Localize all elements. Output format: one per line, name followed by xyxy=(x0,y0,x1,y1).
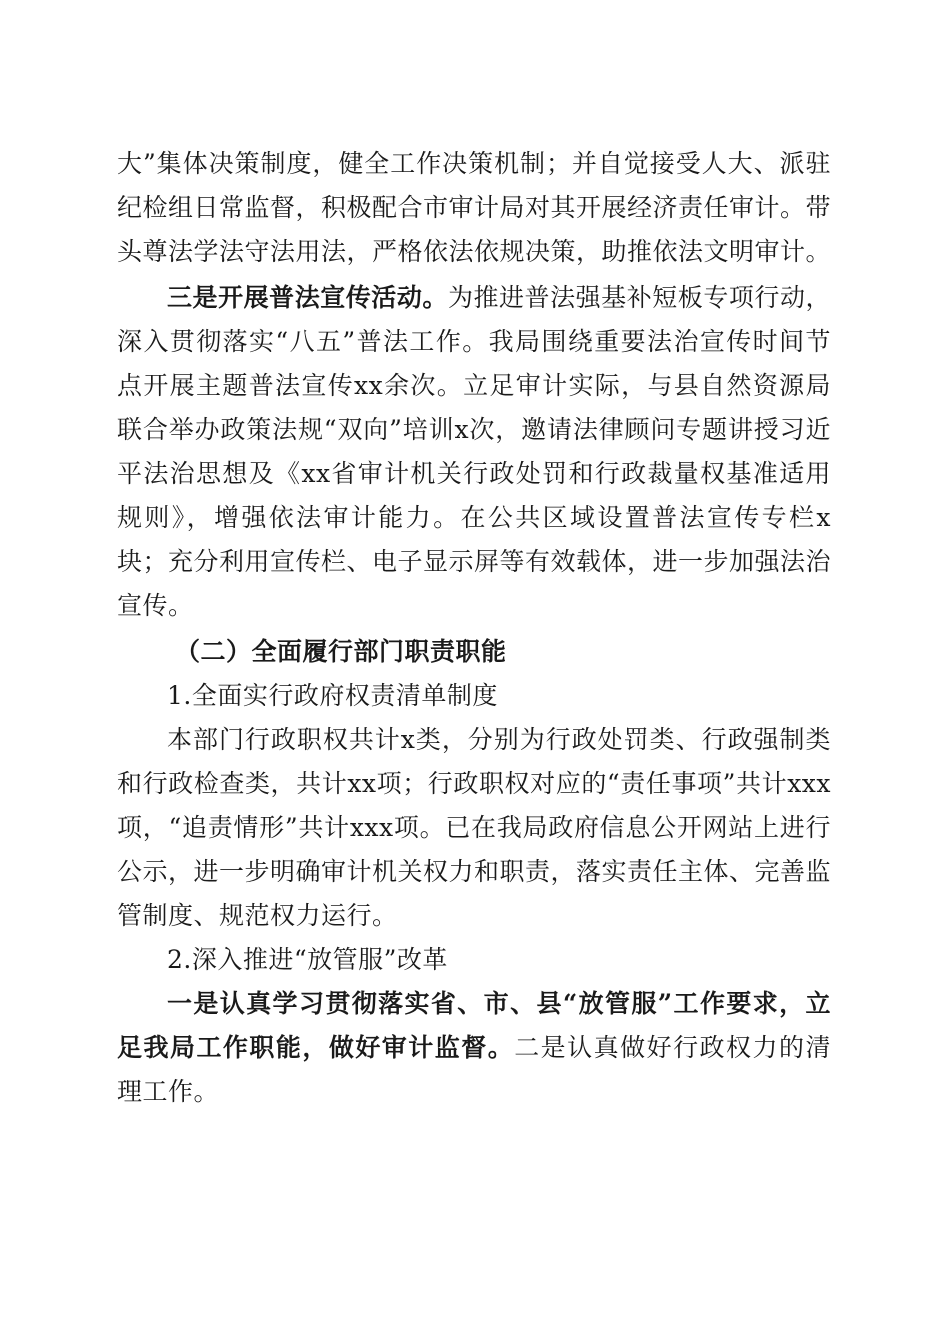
paragraph-text: 本部门行政职权共计x类，分别为行政处罚类、行政强制类和行政检查类，共计xx项；行政职权对应的“责任事项”共计xxx项，“追责情形”共计xxx项。已在我局政府信息公开网站上进行公示，进一步明确审计机关权力和职责，落实责任主体、完善监管制度、规范权力运行。 xyxy=(117,725,832,930)
paragraph-text: 为推进普法强基补短板专项行动，深入贯彻落实“八五”普法工作。我局围绕重要法治宣传时间节点开展主题普法宣传xx余次。立足审计实际，与县自然资源局联合举办政策法规“双向”培训x次，邀请法律顾问专题讲授习近平法治思想及《xx省审计机关行政处罚和行政裁量权基准适用规则》，增强依法审计能力。在公共区域设置普法宣传专栏x块；充分利用宣传栏、电子显示屏等有效载体，进一步加强法治宣传。 xyxy=(117,283,832,620)
document-body xyxy=(117,142,831,1114)
paragraph-lead: 一是认真学习贯彻落实省、市、县“放管服”工作要求，立足我局工作职能，做好审计监督。 xyxy=(117,989,831,1062)
heading-text: 1.全面实行政府权责清单制度 xyxy=(167,681,498,710)
paragraph-reform xyxy=(117,982,831,1114)
paragraph-text: 二是认真做好行政权力的清理工作。 xyxy=(117,1033,831,1106)
subheading-reform xyxy=(117,938,831,982)
paragraph-decision-system xyxy=(117,142,831,274)
paragraph-text: 大”集体决策制度，健全工作决策机制；并自觉接受人大、派驻纪检组日常监督，积极配合市审计局对其开展经济责任审计。带头尊法学法守法用法，严格依法依规决策，助推依法文明审计。 xyxy=(117,149,832,266)
section-heading-duties xyxy=(117,630,831,674)
heading-text: 2.深入推进“放管服”改革 xyxy=(167,945,448,974)
heading-text: （二）全面履行部门职责职能 xyxy=(175,637,507,666)
paragraph-legal-publicity xyxy=(117,276,831,628)
subheading-power-list xyxy=(117,674,831,718)
paragraph-power-list xyxy=(117,718,831,938)
paragraph-lead: 三是开展普法宣传活动。 xyxy=(167,283,448,312)
